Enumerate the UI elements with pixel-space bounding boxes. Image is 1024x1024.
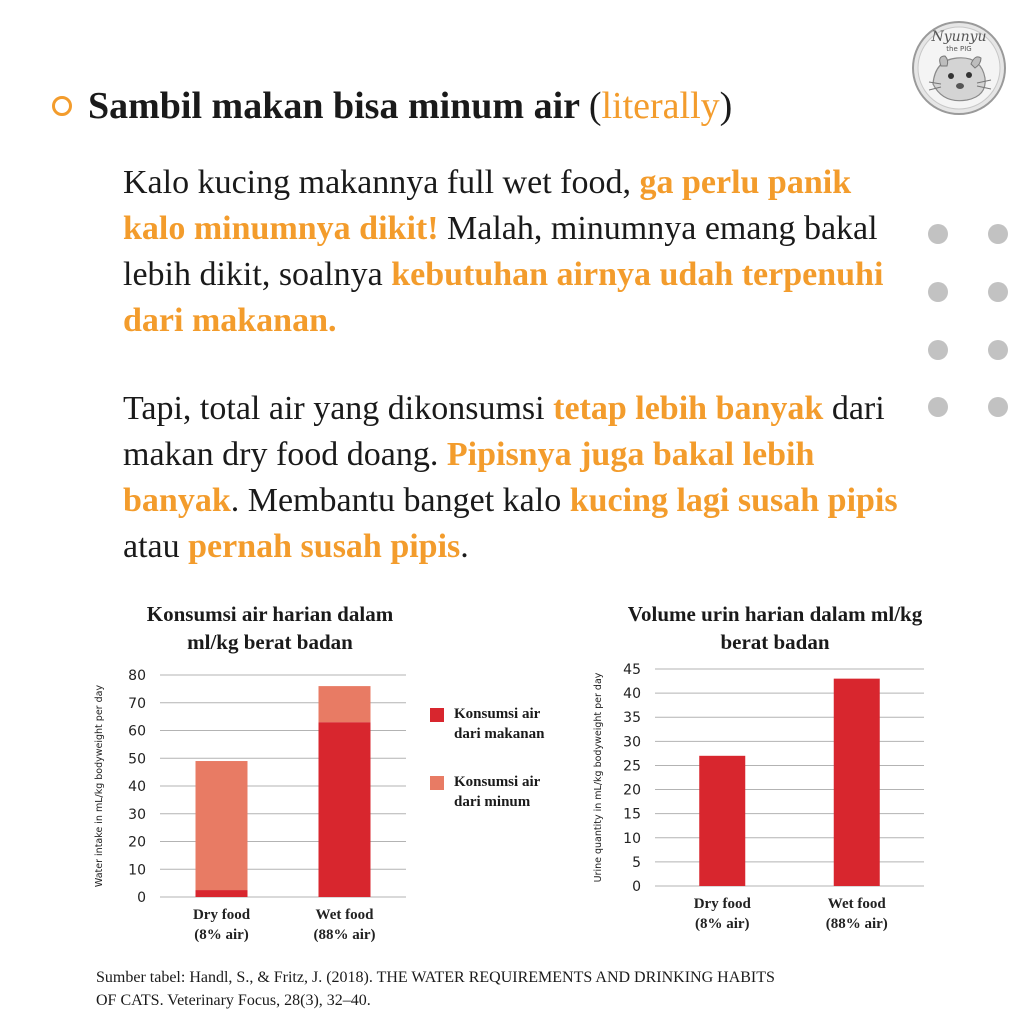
p1-text-1: Kalo kucing makannya full wet food, (123, 164, 640, 201)
chart1-bar-0-series-1 (196, 761, 248, 890)
guinea-pig-logo-icon (911, 20, 1007, 116)
chart1-ytick-label: 40 (128, 779, 146, 795)
chart2-title-line1: Volume urin harian dalam ml/kg (627, 602, 923, 626)
chart2-ytick-label: 25 (623, 758, 641, 775)
dot-icon (928, 282, 948, 302)
dot-icon (988, 224, 1008, 244)
p1-highlight-2: kebutuhan airnya udah terpenuhi dari makanan. (123, 256, 884, 339)
logo-text: Nyunyu (931, 29, 987, 45)
chart2-bar-0-series-0 (699, 756, 745, 886)
chart1-bar-1-series-0 (319, 722, 371, 897)
legend-item-drink (430, 772, 580, 812)
legend-drink-line1: Konsumsi air (454, 774, 541, 790)
chart2-title (600, 600, 950, 656)
dot-icon (928, 224, 948, 244)
chart2-category-sublabel: (8% air) (694, 916, 750, 932)
chart2-ytick-label: 20 (623, 782, 641, 799)
paragraph-1 (123, 160, 913, 344)
chart1-ytick-label: 10 (128, 862, 146, 879)
chart1-title-line1: Konsumsi air harian dalam (146, 602, 394, 626)
chart1-ytick-label: 30 (128, 806, 146, 823)
chart2-title-line2: berat badan (720, 630, 830, 654)
chart2-ytick-label: 40 (623, 686, 641, 703)
p1-highlight-1: ga perlu panik kalo minumnya dikit! (123, 164, 852, 247)
chart2-ytick-label: 15 (623, 806, 641, 823)
dot-icon (988, 340, 1008, 360)
source-citation (96, 966, 816, 1012)
chart2-bar-1-series-0 (834, 679, 880, 886)
heading-paren-close: ) (719, 85, 733, 127)
chart1-bar-0-series-0 (196, 890, 248, 897)
chart1-legend (430, 704, 580, 832)
chart2-ytick-label: 10 (623, 830, 641, 847)
chart2-ytick-label: 0 (632, 879, 641, 895)
chart1-svg (88, 664, 418, 954)
chart1-category-sublabel: (8% air) (194, 927, 249, 943)
heading-main: Sambil makan bisa minum air (88, 85, 580, 127)
chart1-ytick-label: 70 (128, 695, 146, 712)
dot-icon (928, 397, 948, 417)
p2-text-4: atau (123, 528, 189, 565)
chart2-ytick-label: 35 (623, 710, 641, 727)
legend-food-line1: Konsumsi air (454, 706, 541, 722)
chart1-container (88, 664, 418, 954)
heading-accent: literally (601, 85, 720, 127)
chart2-category-sublabel: (88% air) (825, 916, 888, 932)
legend-item-food (430, 704, 580, 744)
legend-label-drink (454, 772, 540, 812)
chart1-ytick-label: 80 (128, 668, 146, 684)
p2-highlight-3: kucing lagi susah pipis (569, 482, 898, 519)
chart2-category-label: Dry food (693, 896, 751, 912)
legend-swatch-drink (430, 776, 444, 790)
source-line2: OF CATS. Veterinary Focus, 28(3), 32–40. (96, 992, 371, 1009)
chart1-category-label: Dry food (192, 907, 251, 923)
dot-icon (988, 282, 1008, 302)
legend-food-line2: dari makanan (454, 726, 545, 742)
legend-label-food (454, 704, 544, 744)
p2-text-5: . (460, 528, 469, 565)
chart1-bar-1-series-1 (319, 686, 371, 722)
heading (52, 84, 732, 128)
paragraph-2 (123, 386, 913, 570)
chart2-ytick-label: 5 (632, 854, 641, 871)
decorative-dots (928, 224, 1010, 420)
chart1-title-line2: ml/kg berat badan (187, 630, 353, 654)
chart1-ytick-label: 50 (128, 751, 146, 768)
p2-highlight-4: pernah susah pipis (188, 528, 461, 565)
heading-paren-open: ( (588, 85, 602, 127)
chart2-ytick-label: 45 (623, 662, 641, 678)
source-line1: Sumber tabel: Handl, S., & Fritz, J. (2018). THE WATER REQUIREMENTS AND DRINKING HABITS (96, 969, 775, 986)
chart1-category-sublabel: (88% air) (313, 927, 376, 943)
p2-text-2: dari makan dry food doang. (123, 390, 885, 473)
dot-icon (928, 340, 948, 360)
dot-icon (988, 397, 1008, 417)
bullet-ring-icon (52, 96, 72, 116)
legend-swatch-food (430, 708, 444, 722)
chart1-ylabel: Water intake in mL/kg bodyweight per day (94, 684, 105, 888)
p2-text-3: . Membantu banget kalo (230, 482, 570, 519)
chart2-container (590, 656, 935, 936)
chart1-ytick-label: 60 (128, 723, 146, 740)
chart2-svg (590, 656, 935, 936)
legend-drink-line2: dari minum (454, 794, 531, 810)
p2-highlight-1: tetap lebih banyak (553, 390, 824, 427)
chart1-ytick-label: 20 (128, 834, 146, 851)
chart1-ytick-label: 0 (137, 890, 146, 906)
p1-text-2: Malah, minumnya emang bakal lebih dikit, soalnya (123, 210, 878, 293)
chart1-category-label: Wet food (315, 907, 374, 923)
chart2-ylabel: Urine quantity in mL/kg bodyweight per day (593, 672, 604, 883)
brand-logo (911, 20, 1007, 116)
heading-text (88, 84, 732, 128)
chart2-category-label: Wet food (827, 896, 886, 912)
p2-text-1: Tapi, total air yang dikonsumsi (123, 390, 554, 427)
chart1-title (110, 600, 430, 656)
chart2-ytick-label: 30 (623, 734, 641, 751)
logo-subtext: the PIG (946, 45, 972, 53)
p2-highlight-2: Pipisnya juga bakal lebih banyak (123, 436, 815, 519)
